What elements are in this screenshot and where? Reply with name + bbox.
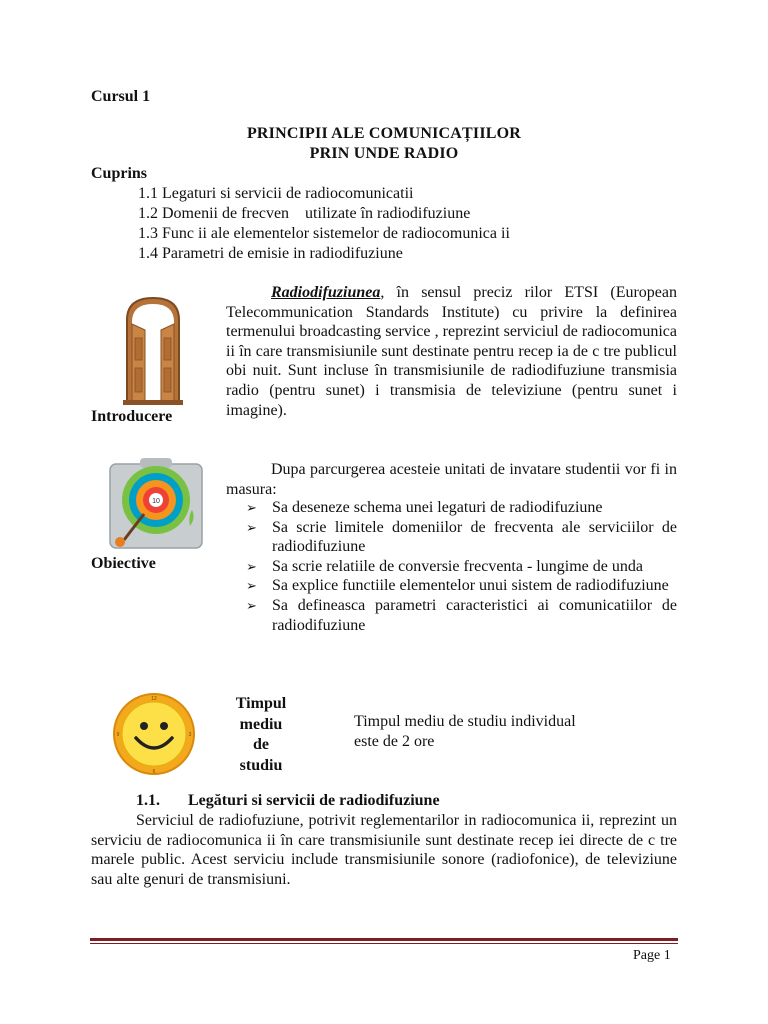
objectives-list xyxy=(246,498,677,635)
target-icon xyxy=(104,456,208,552)
contents-list xyxy=(138,184,510,264)
objectives-intro-text: Dupa parcurgerea acesteie unitati de invatare studentii vor fi in masura: xyxy=(226,461,677,498)
study-time-heading: Timpul mediu de studiu xyxy=(235,695,287,774)
svg-text:12: 12 xyxy=(151,696,157,702)
introduction-label: Introducere xyxy=(91,408,173,425)
svg-text:10: 10 xyxy=(152,498,160,505)
objectives-intro xyxy=(226,460,677,499)
svg-text:6: 6 xyxy=(152,769,156,775)
svg-text:9: 9 xyxy=(116,732,120,738)
arrow-bullet-icon: ➢ xyxy=(246,500,257,515)
svg-text:3: 3 xyxy=(188,732,192,738)
contents-heading: Cuprins xyxy=(91,165,148,182)
list-item: ➢ Sa defineasca parametri caracteristici ai comunicatiilor de radiodifuziune xyxy=(246,596,677,634)
arrow-bullet-icon: ➢ xyxy=(246,558,257,574)
contents-item: 1.2 Domenii de frecven utilizate în radiodifuziune xyxy=(138,205,471,222)
contents-item: 1.1 Legaturi si servicii de radiocomunicatii xyxy=(138,185,414,202)
footer-rule xyxy=(90,938,678,941)
clock-icon xyxy=(112,692,196,776)
page-title-line-2: PRIN UNDE RADIO xyxy=(309,145,459,162)
section-number: 1.1. xyxy=(136,792,160,809)
list-item: ➢ Sa explice functiile elementelor unui sistem de radiodifuziune xyxy=(246,577,669,595)
section-title: Legături si servicii de radiodifuziune xyxy=(188,792,440,809)
section-paragraph-text: Serviciul de radiofuziune, potrivit reglementarilor in radiocomunica ii, reprezint un serviciu de radiocomunica ii în care transmisiunile sunt destinate recep iei directe de c tre marele public. Acest serviciu include transmisiunile sonore (radiofonice), de televiziune sau alte genuri de transmisiuni. xyxy=(91,812,677,888)
arrow-bullet-icon: ➢ xyxy=(246,597,257,613)
contents-item: 1.3 Func ii ale elementelor sistemelor de radiocomunica ii xyxy=(138,225,510,242)
section-heading xyxy=(136,792,440,810)
contents-item: 1.4 Parametri de emisie in radiodifuziune xyxy=(138,245,403,262)
page-number: Page 1 xyxy=(633,948,671,963)
page-title-line-1: PRINCIPII ALE COMUNICAȚIILOR xyxy=(246,125,522,142)
door-icon xyxy=(121,294,185,406)
section-paragraph xyxy=(91,811,677,889)
course-label: Cursul 1 xyxy=(91,88,151,105)
radiodifuziunea-term: Radiodifuziunea xyxy=(271,284,381,301)
introduction-text: , în sensul preciz rilor ETSI (European Telecommunication Standards Institute) cu privire la definirea termenului broadcasting service , reprezint serviciul de radiocomunica ii în care transmisiunile sunt destinate pentru recep ia de c tre publicul obi nuit. Sunt incluse în transmisiunile de radiodifuziune transmisia radio (pentru sunet) i transmisia de televiziune (pentru sunet i imagine). xyxy=(226,284,677,419)
arrow-bullet-icon: ➢ xyxy=(246,578,257,594)
list-item: ➢ Sa scrie relatiile de conversie frecventa - lungime de unda xyxy=(246,557,643,575)
arrow-bullet-icon: ➢ xyxy=(246,519,257,535)
footer-rule-thin xyxy=(90,943,678,944)
objectives-label: Obiective xyxy=(91,555,156,572)
study-time-text: Timpul mediu de studiu individual este de 2 ore xyxy=(354,713,576,750)
list-item: ➢ Sa deseneze schema unei legaturi de radiodifuziune xyxy=(246,499,603,516)
introduction-paragraph xyxy=(226,283,677,420)
list-item: ➢ Sa scrie limitele domeniilor de frecventa ale serviciilor de radiodifuziune xyxy=(246,518,677,556)
